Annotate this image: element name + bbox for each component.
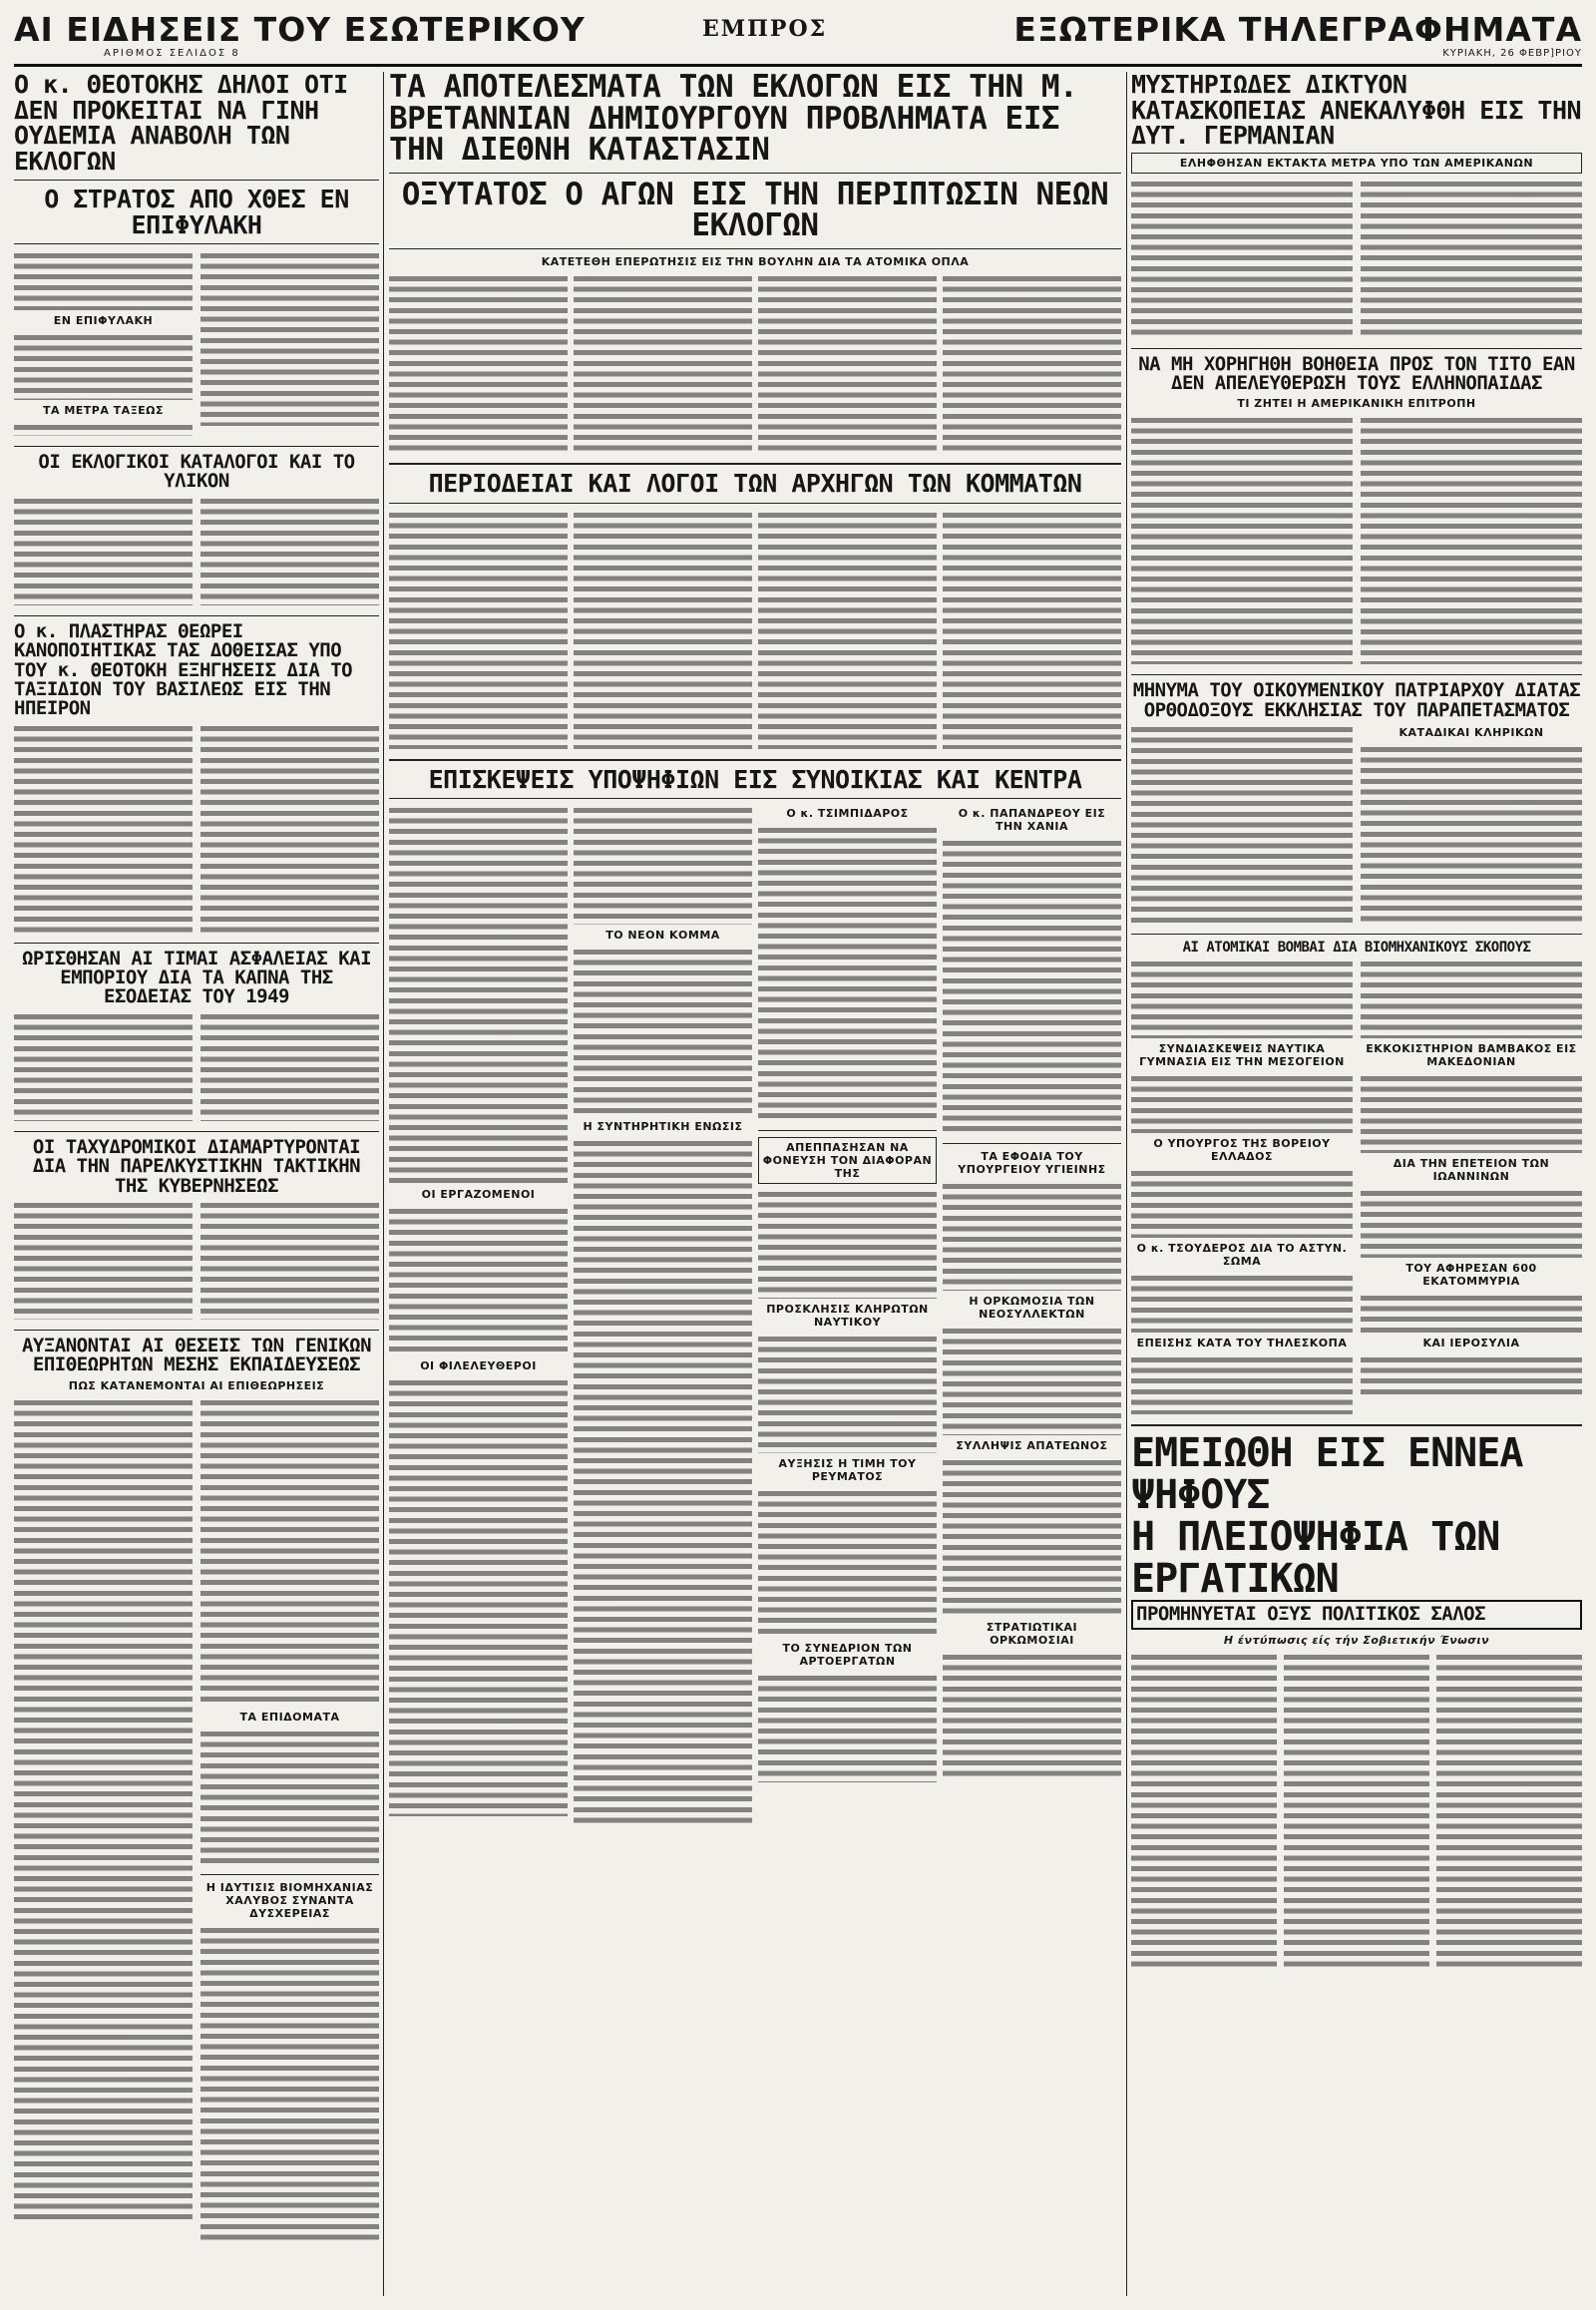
subhead: ΤΟ ΣΥΝΕΔΡΙΟΝ ΤΩΝ ΑΡΤΟΕΡΓΑΤΩΝ (782, 1642, 913, 1669)
article-text (574, 273, 752, 453)
article-text (14, 723, 193, 933)
article-text (1131, 1652, 1277, 1971)
headline-army: Ο ΣΤΡΑΤΟΣ ΑΠΟ ΧΘΕΣ ΕΝ ΕΠΙΦΥΛΑΚΗ (44, 185, 349, 239)
subhead: Ο ΥΠΟΥΡΓΟΣ ΤΗΣ ΒΟΡΕΙΟΥ ΕΛΛΑΔΟΣ (1153, 1137, 1331, 1164)
article-text (200, 1200, 379, 1320)
article-text (14, 332, 193, 400)
article-text (200, 496, 379, 605)
article-text (389, 510, 568, 749)
article-text (14, 1011, 193, 1121)
headline-spy-network: ΜΥΣΤΗΡΙΩΔΕΣ ΔΙΚΤΥΟΝ ΚΑΤΑΣΚΟΠΕΙΑΣ ΑΝΕΚΑΛΥΦΘΗ ΕΙΣ ΤΗΝ ΔΥΤ. ΓΕΡΜΑΝΙΑΝ (1131, 72, 1582, 150)
masthead-rule (14, 64, 1582, 67)
headline-banner-uproar: ΠΡΟΜΗΝΥΕΤΑΙ ΟΞΥΣ ΠΟΛΙΤΙΚΟΣ ΣΑΛΟΣ (1131, 1600, 1582, 1629)
article-text (389, 273, 568, 453)
subhead: Ο κ. ΤΣΟΥΔΕΡΟΣ ΔΙΑ ΤΟ ΑΣΤΥΝ. ΣΩΜΑ (1136, 1242, 1348, 1269)
article-text (200, 723, 379, 933)
article-text (1361, 744, 1582, 924)
subhead: ΟΙ ΦΙΛΕΛΕΥΘΕΡΟΙ (420, 1359, 537, 1373)
subhead: ΤΙ ΖΗΤΕΙ Η ΑΜΕΡΙΚΑΝΙΚΗ ΕΠΙΤΡΟΠΗ (1237, 397, 1476, 411)
article-text (943, 273, 1121, 453)
article-text (14, 422, 193, 436)
subhead: Ο κ. ΤΣΙΜΠΙΔΑΡΟΣ (786, 807, 909, 821)
article-text (14, 496, 193, 605)
subhead: ΤΟ ΝΕΟΝ ΚΟΜΜΑ (605, 929, 720, 943)
subhead: ΤΑ ΕΠΙΔΟΜΑΤΑ (239, 1710, 340, 1724)
subhead: Ο κ. ΠΑΠΑΝΔΡΕΟΥ ΕΙΣ ΤΗΝ ΧΑΝΙΑ (958, 807, 1106, 834)
issue-date: ΚΥΡΙΑΚΗ, 26 ΦΕΒΡ]ΡΙΟΥ (1442, 48, 1582, 59)
subhead: ΠΡΟΣΚΛΗΣΙΣ ΚΛΗΡΩΤΩΝ ΝΑΥΤΙΚΟΥ (766, 1303, 929, 1330)
article-text (758, 1189, 937, 1299)
article-text (943, 1181, 1121, 1291)
article-text (574, 947, 752, 1116)
article-text (1361, 1354, 1582, 1394)
subhead: ΤΑ ΕΦΟΔΙΑ ΤΟΥ ΥΠΟΥΡΓΕΙΟΥ ΥΓΙΕΙΝΗΣ (958, 1150, 1106, 1177)
subhead: ΤΟΥ ΑΦΗΡΕΣΑΝ 600 ΕΚΑΤΟΜΜΥΡΙΑ (1405, 1262, 1537, 1289)
article-text (200, 1011, 379, 1121)
headline-tobacco-prices: ΩΡΙΣΘΗΣΑΝ ΑΙ ΤΙΜΑΙ ΑΣΦΑΛΕΙΑΣ ΚΑΙ ΕΜΠΟΡΙΟΥ ΔΙΑ ΤΑ ΚΑΠΝΑ ΤΗΣ ΕΣΟΔΕΙΑΣ ΤΟΥ 1949 (21, 947, 372, 1008)
article-text (1436, 1652, 1582, 1971)
article-text (200, 250, 379, 426)
column-divider (1126, 72, 1127, 2296)
article-text (1361, 1293, 1582, 1333)
article-text (758, 1488, 937, 1638)
subhead: ΕΝ ΕΠΙΦΥΛΑΚΗ (53, 314, 154, 327)
article-text (1131, 179, 1353, 338)
article-text (1361, 415, 1582, 664)
subhead: ΣΥΛΛΗΨΙΣ ΑΠΑΤΕΩΝΟΣ (956, 1439, 1108, 1453)
article-text (574, 510, 752, 749)
article-text (1131, 724, 1353, 924)
article-text (389, 1206, 568, 1355)
left-column (14, 72, 379, 2296)
headline-banner-votes: ΕΜΕΙΩΘΗ ΕΙΣ ΕΝΝΕΑ ΨΗΦΟΥΣ (1131, 1430, 1523, 1519)
article-text (758, 510, 937, 749)
headline-plastiras: Ο κ. ΠΛΑΣΤΗΡΑΣ ΘΕΩΡΕΙ ΚΑΝΟΠΟΙΗΤΙΚΑΣ ΤΑΣ ΔΟΘΕΙΣΑΣ ΥΠΟ ΤΟΥ κ. ΘΕΟΤΟΚΗ ΕΞΗΓΗΣΕΙΣ ΔΙΑ ΤΟ ΤΑΞΙΔΙΟΝ ΤΟΥ ΒΑΣΙΛΕΩΣ ΕΙΣ ΤΗΝ ΗΠΕΙΡΟΝ (14, 619, 353, 720)
article-text (1284, 1652, 1429, 1971)
article-text (574, 805, 752, 925)
headline-electoral-lists: ΟΙ ΕΚΛΟΓΙΚΟΙ ΚΑΤΑΛΟΓΟΙ ΚΑΙ ΤΟ ΥΛΙΚΟΝ (38, 451, 355, 493)
headline-theotokis: Ο κ. ΘΕΟΤΟΚΗΣ ΔΗΛΟΙ ΟΤΙ ΔΕΝ ΠΡΟΚΕΙΤΑΙ ΝΑ ΓΙΝΗ ΟΥΔΕΜΙΑ ΑΝΑΒΟΛΗ ΤΩΝ ΕΚΛΟΓΩΝ (14, 72, 348, 176)
subhead: ΣΥΝΔΙΑΣΚΕΨΕΙΣ ΝΑΥΤΙΚΑ ΓΥΜΝΑΣΙΑ ΕΙΣ ΤΗΝ ΜΕΣΟΓΕΙΟΝ (1139, 1042, 1345, 1069)
article-text (758, 1673, 937, 1782)
section-title-right: ΕΞΩΤΕΡΙΚΑ ΤΗΛΕΓΡΑΦΗΜΑΤΑ (1013, 10, 1582, 49)
article-text (14, 1200, 193, 1320)
subhead: ΚΑΙ ΙΕΡΟΣΥΛΙΑ (1422, 1337, 1520, 1350)
article-text (943, 1652, 1121, 1781)
headline-banner-labour: Η ΠΛΕΙΟΨΗΦΙΑ ΤΩΝ ΕΡΓΑΤΙΚΩΝ (1131, 1514, 1500, 1603)
article-text (14, 1397, 193, 2225)
section-title-left: ΑΙ ΕΙΔΗΣΕΙΣ ΤΟΥ ΕΣΩΤΕΡΙΚΟΥ (14, 10, 586, 49)
headline-tito: ΝΑ ΜΗ ΧΟΡΗΓΗΘΗ ΒΟΗΘΕΙΑ ΠΡΟΣ ΤΟΝ ΤΙΤΟ ΕΑΝ ΔΕΝ ΑΠΕΛΕΥΘΕΡΩΣΗ ΤΟΥΣ ΕΛΛΗΝΟΠΑΙΔΑΣ (1138, 352, 1575, 394)
article-text (943, 1326, 1121, 1435)
article-text (943, 1457, 1121, 1617)
article-text (1361, 1073, 1582, 1153)
subhead: ΕΛΗΦΘΗΣΑΝ ΕΚΤΑΚΤΑ ΜΕΤΡΑ ΥΠΟ ΤΩΝ ΑΜΕΡΙΚΑΝΩΝ (1131, 153, 1582, 174)
article-text (14, 250, 193, 310)
subhead: ΠΩΣ ΚΑΤΑΝΕΜΟΝΤΑΙ ΑΙ ΕΠΙΘΕΩΡΗΣΕΙΣ (68, 1378, 325, 1392)
article-text (1361, 959, 1582, 1038)
subhead-steel: Η ΙΔΥΤΙΣΙΣ ΒΙΟΜΗΧΑΝΙΑΣ ΧΑΛΥΒΟΣ ΣΥΝΑΝΤΑ ΔΥΣΧΕΡΕΙΑΣ (205, 1880, 374, 1920)
newspaper-name: ΕΜΠΡΟΣ (702, 16, 828, 42)
subhead-soviet: Η έντύπωσις είς τήν Σοβιετικήν Ένωσιν (1223, 1633, 1490, 1647)
subhead: ΚΑΤΑΔΙΚΑΙ ΚΛΗΡΙΚΩΝ (1398, 726, 1544, 739)
article-text (1131, 1354, 1353, 1414)
column-divider (383, 72, 384, 2296)
right-column (1131, 72, 1582, 2296)
subhead: ΣΤΡΑΤΙΩΤΙΚΑΙ ΟΡΚΩΜΟΣΙΑΙ (986, 1621, 1078, 1648)
article-text (389, 805, 568, 1184)
article-text (758, 1334, 937, 1453)
subhead-atomic: ΚΑΤΕΤΕΘΗ ΕΠΕΡΩΤΗΣΙΣ ΕΙΣ ΤΗΝ ΒΟΥΛΗΝ ΔΙΑ ΤΑ ΑΤΟΜΙΚΑ ΟΠΛΑ (541, 255, 970, 269)
headline-new-elections: ΟΞΥΤΑΤΟΣ Ο ΑΓΩΝ ΕΙΣ ΤΗΝ ΠΕΡΙΠΤΩΣΙΝ ΝΕΩΝ ΕΚΛΟΓΩΝ (401, 176, 1109, 244)
article-text (200, 1925, 379, 2244)
headline-atomic-bombs: ΑΙ ΑΤΟΜΙΚΑΙ ΒΟΜΒΑΙ ΔΙΑ ΒΙΟΜΗΧΑΝΙΚΟΥΣ ΣΚΟΠΟΥΣ (1182, 940, 1531, 956)
article-text (1131, 1168, 1353, 1238)
headline-patriarch: ΜΗΝΥΜΑ ΤΟΥ ΟΙΚΟΥΜΕΝΙΚΟΥ ΠΑΤΡΙΑΡΧΟΥ ΔΙΑΤΑΣ ΟΡΘΟΔΟΞΟΥΣ ΕΚΚΛΗΣΙΑΣ ΤΟΥ ΠΑΡΑΠΕΤΑΣΜΑΤΟΣ (1132, 679, 1581, 721)
headline-postal-workers: ΟΙ ΤΑΧΥΔΡΟΜΙΚΟΙ ΔΙΑΜΑΡΤΥΡΟΝΤΑΙ ΔΙΑ ΤΗΝ ΠΑΡΕΛΚΥΣΤΙΚΗΝ ΤΑΚΤΙΚΗΝ ΤΗΣ ΚΥΒΕΡΝΗΣΕΩΣ (32, 1135, 361, 1197)
article-text (1361, 1188, 1582, 1258)
subhead: ΑΠΕΠΠΑΣΗΣΑΝ ΝΑ ΦΟΝΕΥΣΗ ΤΟΝ ΔΙΑΦΟΡΑΝ ΤΗΣ (758, 1137, 937, 1184)
article-text (1131, 415, 1353, 664)
masthead (14, 10, 1582, 62)
subhead: Η ΟΡΚΩΜΟΣΙΑ ΤΩΝ ΝΕΟΣΥΛΛΕΚΤΩΝ (969, 1295, 1095, 1322)
subhead: ΕΠΕΙΣΗΣ ΚΑΤΑ ΤΟΥ ΤΗΛΕΣΚΟΠΑ (1136, 1337, 1348, 1350)
center-column (389, 72, 1121, 2296)
page-number: ΑΡΙΘΜΟΣ ΣΕΛΙΔΟΣ 8 (104, 48, 240, 59)
article-text (389, 1377, 568, 1816)
article-text (758, 273, 937, 453)
article-text (200, 1729, 379, 1868)
article-text (574, 1138, 752, 1826)
subhead: Η ΣΥΝΤΗΡΗΤΙΚΗ ΕΝΩΣΙΣ (583, 1120, 743, 1134)
headline-inspectors: ΑΥΞΑΝΟΝΤΑΙ ΑΙ ΘΕΣΕΙΣ ΤΩΝ ΓΕΝΙΚΩΝ ΕΠΙΘΕΩΡΗΤΩΝ ΜΕΣΗΣ ΕΚΠΑΙΔΕΥΣΕΩΣ (21, 1334, 372, 1376)
article-text (943, 510, 1121, 749)
article-text (200, 1397, 379, 1707)
article-text (1131, 1073, 1353, 1133)
article-text (758, 825, 937, 1124)
headline-party-leaders: ΠΕΡΙΟΔΕΙΑΙ ΚΑΙ ΛΟΓΟΙ ΤΩΝ ΑΡΧΗΓΩΝ ΤΩΝ ΚΟΜΜΑΤΩΝ (428, 469, 1082, 499)
article-text (1131, 1273, 1353, 1333)
subhead: ΕΚΚΟΚΙΣΤΗΡΙΟΝ ΒΑΜΒΑΚΟΣ ΕΙΣ ΜΑΚΕΔΟΝΙΑΝ (1366, 1042, 1577, 1069)
article-text (943, 838, 1121, 1137)
headline-uk-elections: ΤΑ ΑΠΟΤΕΛΕΣΜΑΤΑ ΤΩΝ ΕΚΛΟΓΩΝ ΕΙΣ ΤΗΝ Μ. ΒΡΕΤΑΝΝΙΑΝ ΔΗΜΙΟΥΡΓΟΥΝ ΠΡΟΒΛΗΜΑΤΑ ΕΙΣ ΤΗΝ ΔΙΕΘΝΗ ΚΑΤΑΣΤΑΣΙΝ (389, 72, 1078, 169)
subhead: ΟΙ ΕΡΓΑΖΟΜΕΝΟΙ (421, 1188, 536, 1202)
headline-candidate-visits: ΕΠΙΣΚΕΨΕΙΣ ΥΠΟΨΗΦΙΩΝ ΕΙΣ ΣΥΝΟΙΚΙΑΣ ΚΑΙ ΚΕΝΤΡΑ (428, 764, 1082, 794)
subhead: ΑΥΞΗΣΙΣ Η ΤΙΜΗ ΤΟΥ ΡΕΥΜΑΤΟΣ (778, 1457, 917, 1484)
subhead: ΤΑ ΜΕΤΡΑ ΤΑΞΕΩΣ (42, 404, 165, 417)
article-text (1361, 179, 1582, 338)
article-text (1131, 959, 1353, 1038)
subhead: ΔΙΑ ΤΗΝ ΕΠΕΤΕΙΟΝ ΤΩΝ ΙΩΑΝΝΙΝΩΝ (1393, 1157, 1550, 1184)
